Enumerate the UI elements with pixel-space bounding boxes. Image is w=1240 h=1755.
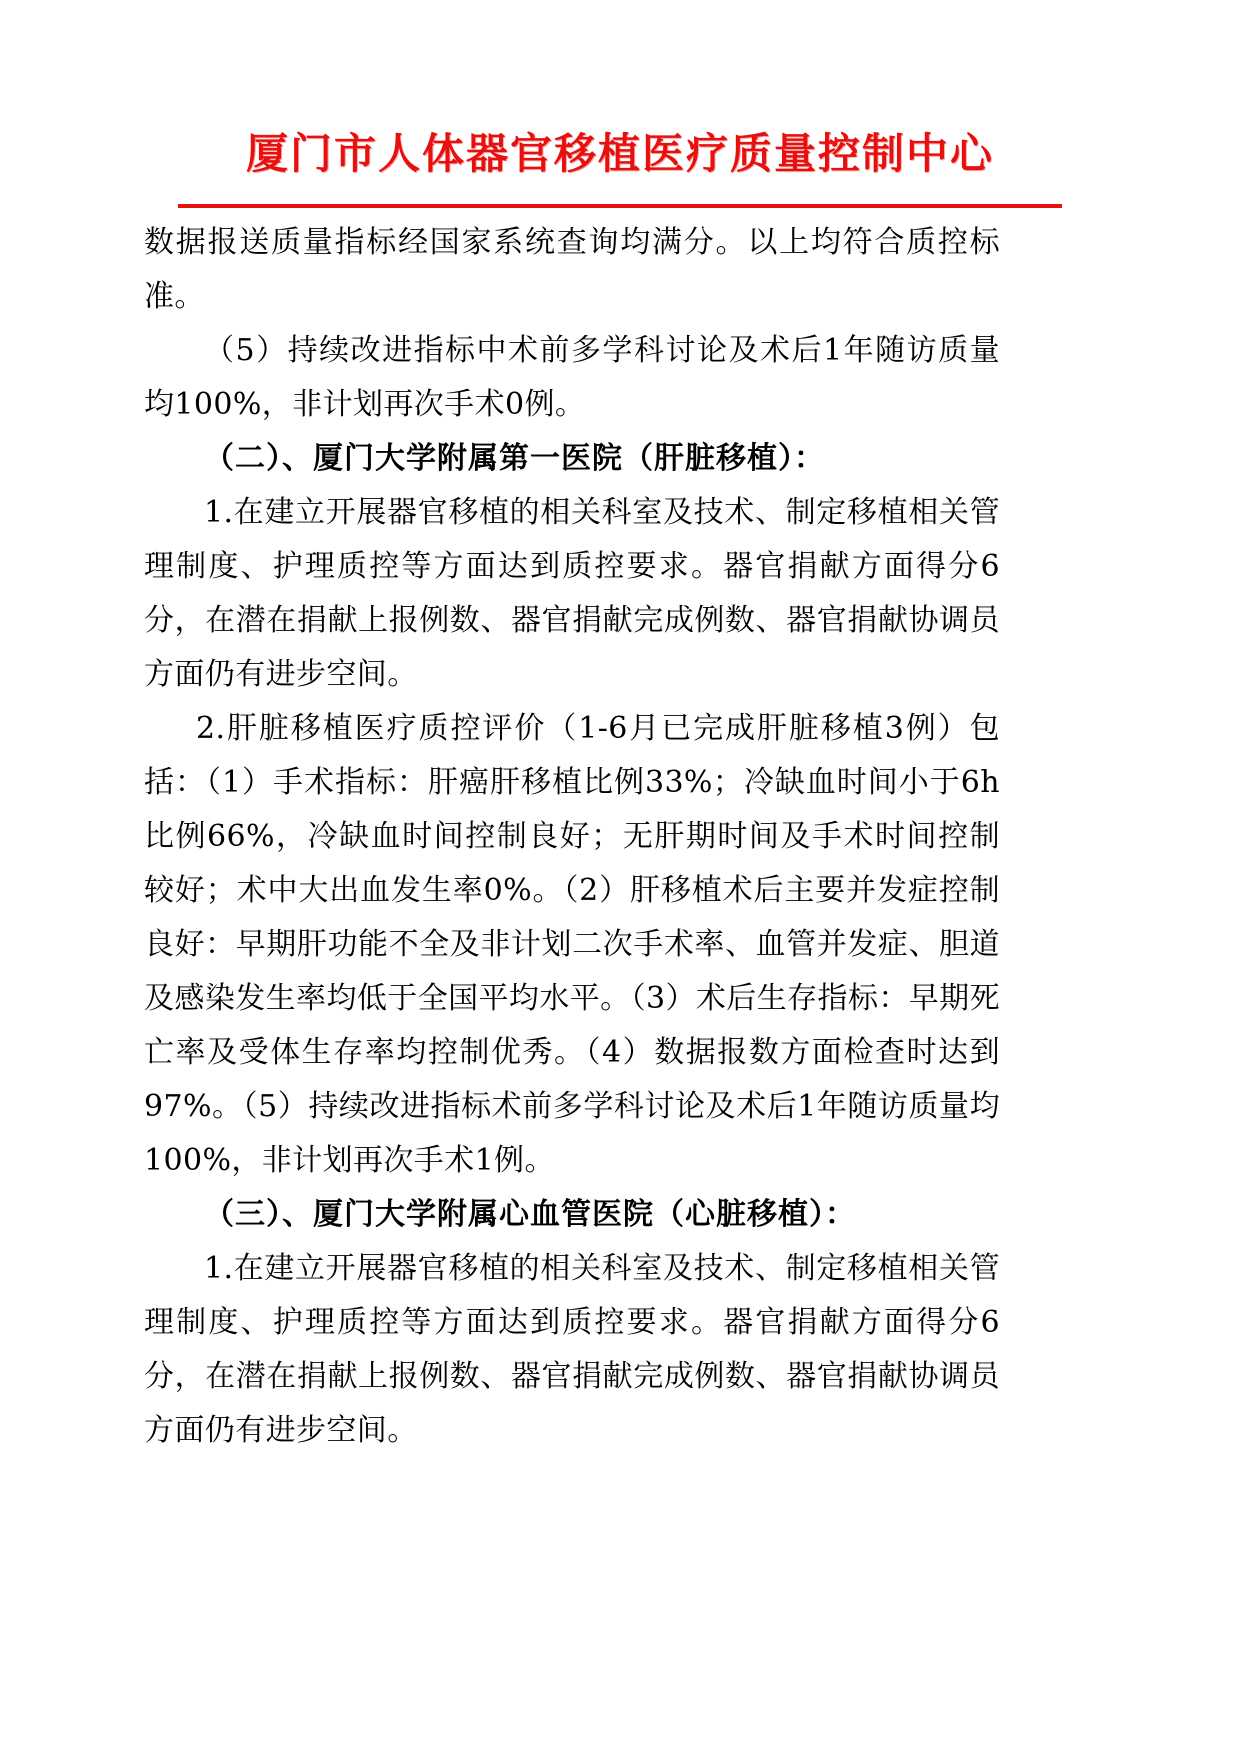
paragraph-carryover: 数据报送质量指标经国家系统查询均满分。以上均符合质控标准。 bbox=[144, 225, 1000, 314]
paragraph-liver-item-2: 2.肝脏移植医疗质控评价（1-6月已完成肝脏移植3例）包括：（1）手术指标：肝癌肝移植比例33%；冷缺血时间小于6h比例66%，冷缺血时间控制良好；无肝期时间及手术时间控制较好；术中大出血发生率0%。（2）肝移植术后主要并发症控制良好：早期肝功能不全及非计划二次手术率、血管并发症、胆道及感染发生率均低于全国平均水平。（3）术后生存指标：早期死亡率及受体生存率均控制优秀。（4）数据报数方面检查时达到97%。（5）持续改进指标术前多学科讨论及术后1年随访质量均100%，非计划再次手术1例。 bbox=[144, 711, 1000, 1178]
letterhead bbox=[0, 0, 1240, 208]
paragraph-heart-item-1: 1.在建立开展器官移植的相关科室及技术、制定移植相关管理制度、护理质控等方面达到质控要求。器官捐献方面得分6分，在潜在捐献上报例数、器官捐献完成例数、器官捐献协调员方面仍有进步空间。 bbox=[144, 1251, 1000, 1448]
letterhead-divider bbox=[178, 204, 1062, 208]
page-title: 厦门市人体器官移植医疗质量控制中心 bbox=[245, 129, 994, 178]
paragraph-item-5-prev: （5）持续改进指标中术前多学科讨论及术后1年随访质量均100%，非计划再次手术0例。 bbox=[144, 333, 1000, 422]
document-body bbox=[144, 216, 1000, 1458]
paragraph-liver-item-1: 1.在建立开展器官移植的相关科室及技术、制定移植相关管理制度、护理质控等方面达到质控要求。器官捐献方面得分6分，在潜在捐献上报例数、器官捐献完成例数、器官捐献协调员方面仍有进步空间。 bbox=[144, 495, 1000, 692]
section-heading-2: （二）、厦门大学附属第一医院（肝脏移植）： bbox=[204, 441, 825, 476]
section-heading-3: （三）、厦门大学附属心血管医院（心脏移植）： bbox=[204, 1197, 856, 1232]
